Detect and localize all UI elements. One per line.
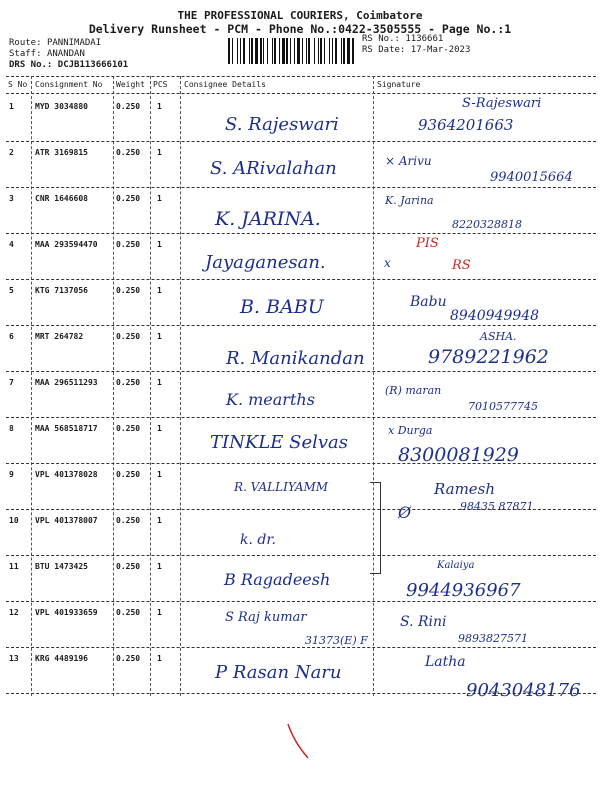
row-consignment-no: MRT 264782	[35, 332, 84, 341]
document-subtitle: Delivery Runsheet - PCM - Phone No.:0422-3505555 - Page No.:1	[88, 22, 512, 36]
handwritten-phone: 9789221962	[428, 346, 549, 368]
handwritten-consignee-name: B Ragadeesh	[224, 570, 331, 589]
table-row	[0, 234, 600, 280]
handwritten-signature: K. Jarina	[385, 194, 434, 207]
row-separator	[6, 693, 596, 694]
handwritten-phone: 8940949948	[450, 308, 540, 324]
row-pcs: 1	[157, 516, 162, 525]
row-consignment-no: MYD 3034880	[35, 102, 88, 111]
row-sno: 9	[9, 470, 14, 479]
row-pcs: 1	[157, 102, 162, 111]
rs-no-value: 1136661	[405, 34, 444, 44]
table-row	[0, 372, 600, 418]
handwritten-consignee-name: TINKLE Selvas	[210, 432, 349, 453]
row-consignment-no: KTG 7137056	[35, 286, 88, 295]
row-consignment-no: BTU 1473425	[35, 562, 88, 571]
table-row	[0, 510, 600, 556]
row-sno: 5	[9, 286, 14, 295]
table-row	[0, 188, 600, 234]
row-pcs: 1	[157, 240, 162, 249]
handwritten-consignee-name: B. BABU	[240, 296, 324, 318]
table-row	[0, 648, 600, 701]
handwritten-phone: 7010577745	[468, 400, 538, 413]
col-sno: S No	[8, 80, 28, 89]
row-consignment-no: VPL 401378007	[35, 516, 98, 525]
rs-date-value: 17-Mar-2023	[410, 45, 471, 55]
table-row	[0, 418, 600, 464]
row-sno: 6	[9, 332, 14, 341]
row-sno: 7	[9, 378, 14, 387]
row-pcs: 1	[157, 608, 162, 617]
col-consignment: Consignment No	[35, 80, 103, 89]
row-sno: 3	[9, 194, 14, 203]
table-row	[0, 602, 600, 648]
handwritten-consignee-name: P Rasan Naru	[215, 662, 342, 683]
col-consignee: Consignee Details	[184, 80, 266, 89]
table-row	[0, 556, 600, 602]
handwritten-phone: 9364201663	[418, 116, 514, 134]
row-pcs: 1	[157, 470, 162, 479]
row-sno: 10	[9, 516, 19, 525]
table-row	[0, 280, 600, 326]
handwritten-consignee-name: S. Rajeswari	[225, 114, 339, 135]
document-title: THE PROFESSIONAL COURIERS, Coimbatore	[177, 9, 423, 22]
row-consignment-no: KRG 4489196	[35, 654, 88, 663]
row-sno: 4	[9, 240, 14, 249]
handwritten-signature: × Arivu	[385, 154, 432, 168]
red-stamp-mark: PIS	[416, 236, 439, 251]
row-sno: 1	[9, 102, 14, 111]
handwritten-phone: 98435 87871	[460, 500, 534, 513]
handwritten-mark: Ø	[398, 503, 412, 522]
handwritten-consignee-name: K. mearths	[226, 390, 315, 409]
col-signature: Signature	[377, 80, 421, 89]
table-row	[0, 142, 600, 188]
row-weight: 0.250	[116, 148, 141, 157]
route-value: PANNIMADAI	[46, 38, 102, 48]
row-consignment-no: VPL 401378028	[35, 470, 98, 479]
row-sno: 2	[9, 148, 14, 157]
handwritten-signature: S. Rini	[400, 614, 447, 630]
grouping-bracket	[370, 482, 381, 574]
handwritten-signature: S-Rajeswari	[462, 96, 542, 111]
col-pcs: PCS	[153, 80, 168, 89]
handwritten-signature: x	[384, 256, 391, 270]
handwritten-phone: 8300081929	[398, 444, 519, 466]
handwritten-consignee-name: R. VALLIYAMM	[234, 480, 329, 494]
handwritten-phone: 9940015664	[490, 170, 573, 185]
row-weight: 0.250	[116, 470, 141, 479]
row-pcs: 1	[157, 286, 162, 295]
row-weight: 0.250	[116, 562, 141, 571]
row-pcs: 1	[157, 424, 162, 433]
row-weight: 0.250	[116, 240, 141, 249]
handwritten-signature: Kalaiya	[437, 560, 475, 571]
handwritten-consignee-name: k. dr.	[240, 532, 276, 548]
row-pcs: 1	[157, 194, 162, 203]
row-weight: 0.250	[116, 608, 141, 617]
row-pcs: 1	[157, 654, 162, 663]
handwritten-note: 31373(E) F	[305, 634, 368, 647]
red-stamp-mark: RS	[452, 258, 471, 273]
row-consignment-no: MAA 296511293	[35, 378, 98, 387]
rs-info: RS No.: 1136661 RS Date: 17-Mar-2023	[362, 34, 471, 55]
table-row	[0, 96, 600, 142]
row-weight: 0.250	[116, 516, 141, 525]
handwritten-signature: ASHA.	[480, 330, 517, 343]
handwritten-signature: x Durga	[388, 424, 433, 437]
row-weight: 0.250	[116, 332, 141, 341]
handwritten-signature: (R) maran	[385, 384, 442, 397]
row-consignment-no: MAA 293594470	[35, 240, 98, 249]
col-weight: Weight	[116, 80, 145, 89]
handwritten-consignee-name: R. Manikandan	[226, 348, 365, 369]
barcode	[228, 38, 356, 64]
row-weight: 0.250	[116, 286, 141, 295]
row-pcs: 1	[157, 378, 162, 387]
row-weight: 0.250	[116, 194, 141, 203]
handwritten-phone: 9893827571	[458, 632, 528, 645]
row-weight: 0.250	[116, 102, 141, 111]
row-pcs: 1	[157, 332, 162, 341]
handwritten-signature: Latha	[425, 654, 466, 670]
route-info: Route: PANNIMADAI Staff: ANANDAN DRS No.: DCJB113666101	[9, 38, 129, 70]
row-pcs: 1	[157, 562, 162, 571]
row-consignment-no: VPL 401933659	[35, 608, 98, 617]
handwritten-consignee-name: Jayaganesan.	[205, 252, 326, 273]
handwritten-signature: Ramesh	[434, 480, 496, 498]
drs-value: DCJB113666101	[57, 60, 129, 70]
row-weight: 0.250	[116, 424, 141, 433]
row-sno: 11	[9, 562, 19, 571]
table-row	[0, 326, 600, 372]
row-pcs: 1	[157, 148, 162, 157]
row-sno: 8	[9, 424, 14, 433]
handwritten-phone: 9944936967	[406, 580, 521, 601]
row-consignment-no: CNR 1646608	[35, 194, 88, 203]
row-weight: 0.250	[116, 654, 141, 663]
row-sno: 12	[9, 608, 19, 617]
row-consignment-no: MAA 568518717	[35, 424, 98, 433]
row-consignment-no: ATR 3169815	[35, 148, 88, 157]
stray-red-mark	[284, 722, 314, 762]
row-weight: 0.250	[116, 378, 141, 387]
staff-value: ANANDAN	[46, 49, 85, 59]
handwritten-signature: Babu	[410, 294, 447, 310]
handwritten-phone: 9043048176	[466, 680, 581, 701]
header-rule-bottom	[6, 93, 596, 94]
header-rule-top	[6, 76, 596, 77]
table-row	[0, 464, 600, 513]
row-sno: 13	[9, 654, 19, 663]
handwritten-consignee-name: S Raj kumar	[225, 610, 307, 625]
handwritten-consignee-name: S. ARivalahan	[210, 158, 337, 179]
handwritten-consignee-name: K. JARINA.	[215, 208, 321, 230]
handwritten-phone: 8220328818	[452, 218, 522, 231]
